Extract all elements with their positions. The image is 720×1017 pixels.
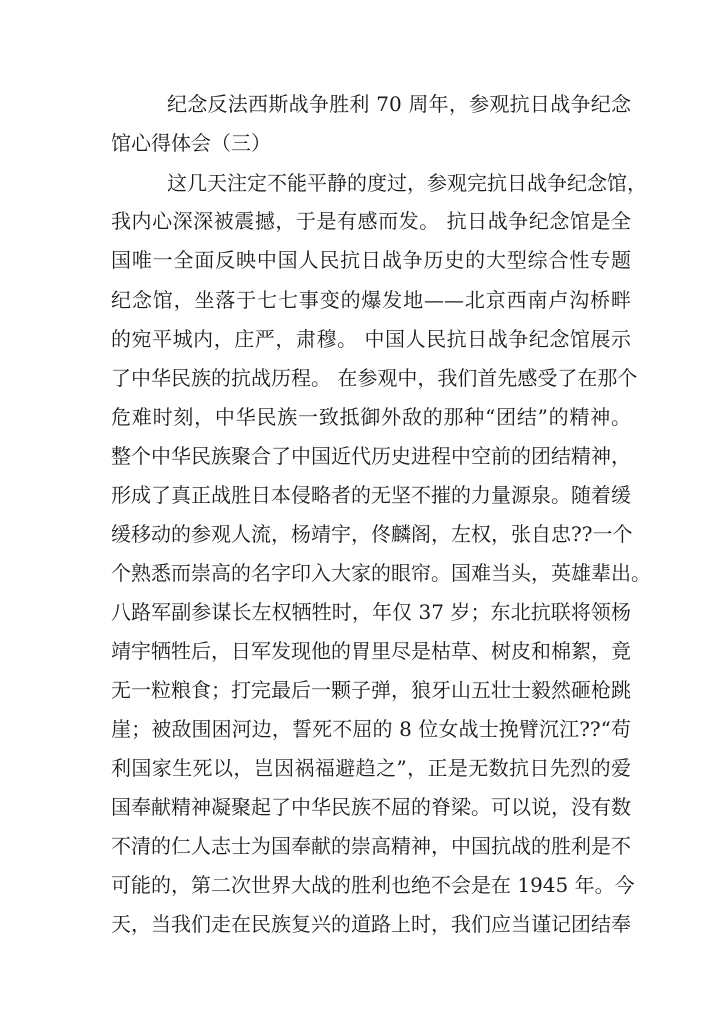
document-title-line-1: 纪念反法西斯战争胜利 70 周年，参观抗日战争纪念 [167,92,631,116]
body-line-19: 可能的，第二次世界大战的胜利也绝不会是在 1945 年。今 [111,873,635,897]
body-line-8: 整个中华民族聚合了中国近代历史进程中空前的团结精神， [111,444,631,468]
body-line-16: 利国家生死以，岂因祸福避趋之”，正是无数抗日先烈的爱 [111,756,631,780]
body-line-11: 个熟悉而崇高的名字印入大家的眼帘。国难当头，英雄辈出。 [111,561,651,585]
body-line-14: 无一粒粮食；打完最后一颗子弹，狼牙山五壮士毅然砸枪跳 [111,678,631,702]
body-line-13: 靖宇牺牲后，日军发现他的胃里尽是枯草、树皮和棉絮，竟 [111,639,631,663]
body-line-12: 八路军副参谋长左权牺牲时，年仅 37 岁；东北抗联将领杨 [111,600,631,624]
body-line-9: 形成了真正战胜日本侵略者的无坚不摧的力量源泉。随着缓 [111,483,631,507]
body-line-15: 崖；被敌围困河边，誓死不屈的 8 位女战士挽臂沉江??“苟 [111,717,631,741]
body-line-17: 国奉献精神凝聚起了中华民族不屈的脊梁。可以说，没有数 [111,795,631,819]
body-line-6: 了中华民族的抗战历程。 在参观中，我们首先感受了在那个 [111,366,638,390]
body-line-3: 国唯一全面反映中国人民抗日战争历史的大型综合性专题 [111,248,631,272]
body-line-2: 我内心深深被震撼，于是有感而发。 抗日战争纪念馆是全 [111,209,631,233]
body-line-4: 纪念馆，坐落于七七事变的爆发地——北京西南卢沟桥畔 [111,288,631,312]
body-line-7: 危难时刻，中华民族一致抵御外敌的那种“团结”的精神。 [111,405,631,429]
body-line-1: 这几天注定不能平静的度过，参观完抗日战争纪念馆， [167,171,647,195]
body-line-5: 的宛平城内，庄严，肃穆。 中国人民抗日战争纪念馆展示 [111,327,631,351]
body-line-10: 缓移动的参观人流，杨靖宇，佟麟阁，左权，张自忠??一个 [111,522,633,546]
body-line-20: 天，当我们走在民族复兴的道路上时，我们应当谨记团结奉 [111,912,631,936]
document-title-line-2: 馆心得体会（三） [111,131,271,155]
body-line-18: 不清的仁人志士为国奉献的崇高精神，中国抗战的胜利是不 [111,834,631,858]
